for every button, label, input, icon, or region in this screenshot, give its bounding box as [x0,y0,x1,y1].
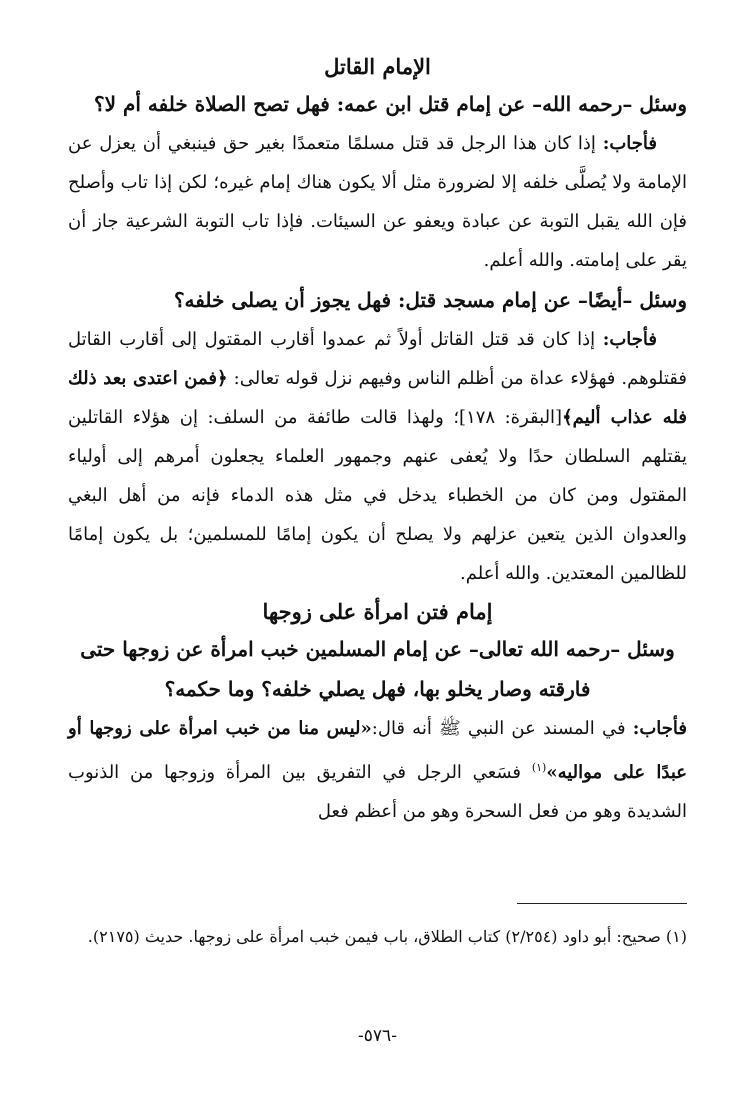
question-1: وسئل –رحمه الله– عن إمام قتل ابن عمه: فهل تصح الصلاة خلفه أم لا؟ [94,92,687,116]
page-number: -٥٧٦- [358,1026,397,1046]
page-body [68,50,687,831]
footnote-divider [517,903,687,904]
footnote-marker: (١) [531,761,547,774]
answer-label: فأجاب: [602,133,657,154]
question-2: وسئل –أيضًا– عن إمام مسجد قتل: فهل يجوز أن يصلى خلفه؟ [173,288,687,312]
quran-verse: ﴿فمن اعتدى بعد ذلك فله عذاب أليم﴾ [68,368,688,428]
question-3: وسئل –رحمه الله تعالى– عن إمام المسلمين خبب امرأة عن زوجها حتى فارقته وصار يخلو بها، فهل يصلي خلفه؟ وما حكمه؟ [80,637,675,701]
footnote: (١) صحيح: أبو داود (٢/٢٥٤) كتاب الطلاق، باب فيمن خبب امرأة على زوجها. حديث (٢١٧٥). [87,927,687,946]
section-title-killer-imam: الإمام القاتل [324,54,431,79]
answer-3 [68,709,687,831]
answer-3-text-1: في المسند عن النبي ﷺ أنه قال: [371,718,626,739]
answer-2 [68,320,687,593]
answer-3-text-2: فسَعي الرجل في التفريق بين المرأة وزوجها من الذنوب الشديدة وهو من فعل السحرة وهو من أعظم فعل [68,762,687,822]
hadith-text: «ليس منا من خبب امرأة على زوجها أو عبدًا على مواليه» [68,718,688,783]
answer-2-text-1: إذا كان قد قتل القاتل أولاً ثم عمدوا أقارب المقتول إلى أقارب القاتل فقتلوهم. فهؤلاء عداة من أظلم الناس وفيهم نزل قوله تعالى: [68,329,687,389]
answer-2-text-2: ؛ ولهذا قالت طائفة من السلف: إن هؤلاء القاتلين يقتلهم السلطان حدًا ولا يُعفى عنهم وجمهور العلماء يجعلون أمرهم إلى أولياء المقتول ومن كان من الخطباء يدخل في مثل هذه الدماء فإنه من أهل البغي والعدوان الذين يتعين عزلهم ولا يصلح أن يكون إمامًا للمسلمين؛ بل يكون إمامًا للظالمين المعتدين. والله أعلم. [68,407,687,584]
answer-1-text: إذا كان هذا الرجل قد قتل مسلمًا متعمدًا بغير حق فينبغي أن يعزل عن الإمامة ولا يُصلَّى خلفه إلا لضرورة مثل ألا يكون هناك إمام غيره؛ لكن إذا تاب وأصلح فإن الله يقبل التوبة عن عبادة ويعفو عن السيئات. فإذا تاب التوبة الشرعية جاز أن يقر على إمامته. والله أعلم. [68,133,687,271]
answer-label: فأجاب: [632,718,687,739]
answer-1 [68,124,687,280]
answer-label: فأجاب: [602,329,657,350]
quran-reference: [البقرة: ١٧٨] [459,407,563,428]
section-title-seducing-imam: إمام فتن امرأة على زوجها [262,599,493,624]
